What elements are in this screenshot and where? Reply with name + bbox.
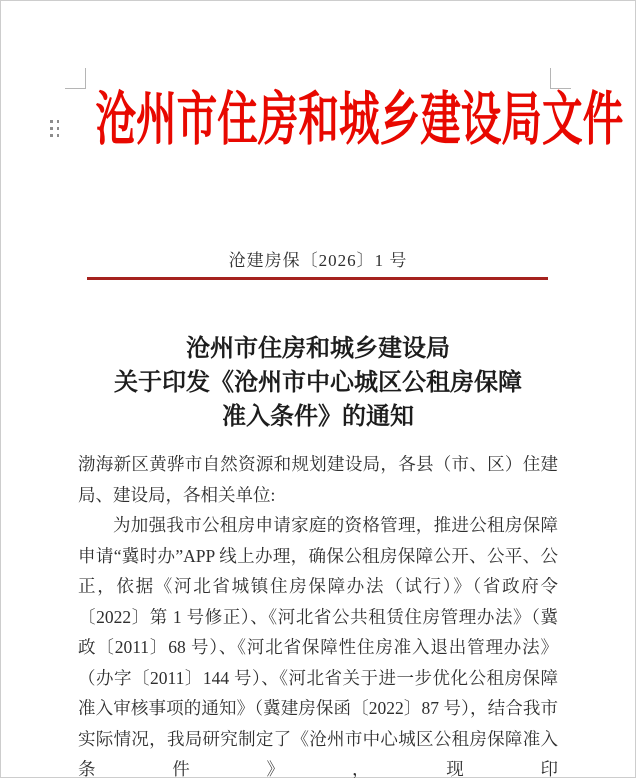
title-line: 准入条件》的通知 [222, 404, 414, 430]
text-margin-corner-mark-right [550, 68, 571, 89]
body-paragraph: 为加强我市公租房申请家庭的资格管理，推进公租房保障申请“冀时办”APP 线上办理，确保公租房保障公开、公平、公正，依据《河北省城镇住房保障办法（试行）》（省政府令〔2022〕第 1 号修正）、《河北省公共租赁住房管理办法》（冀政〔2011〕68 号）、《河北省保障性住房准入退出管理办法》（办字〔2011〕144 号）、《河北省关于进一步优化公租房保障准入审核事项的通知》（冀建房保函〔2022〕87 号），结合我市实际情况，我局研究制定了《沧州市中心城区公租房保障准入条件》，现印 [78, 515, 558, 778]
title-line: 关于印发《沧州市中心城区公租房保障 [114, 370, 522, 396]
drag-handle-icon[interactable] [50, 120, 59, 137]
agency-banner-title: 沧州市住房和城乡建设局文件 [95, 87, 624, 152]
text-margin-corner-mark-left [65, 68, 86, 89]
document-body [78, 449, 558, 778]
title-line: 沧州市住房和城乡建设局 [186, 336, 450, 362]
recipients-line: 渤海新区黄骅市自然资源和规划建设局，各县（市、区）住建局、建设局，各相关单位: [78, 454, 558, 505]
document-title [0, 332, 636, 434]
document-number: 沧建房保〔2026〕1 号 [228, 251, 408, 270]
red-divider-rule [87, 277, 548, 280]
